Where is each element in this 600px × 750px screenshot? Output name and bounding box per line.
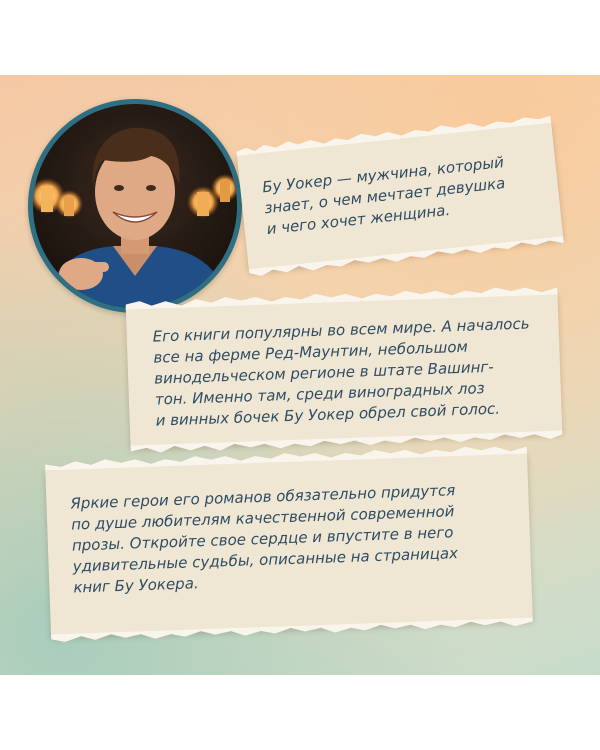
quote-note-3 (45, 452, 533, 637)
author-photo-frame (28, 99, 242, 313)
quote-text-1: Бу Уокер — мужчина, который знает, о чем мечтает девушка и чего хочет женщина. (261, 153, 507, 239)
quote-note-2 (126, 293, 563, 448)
quote-text-2: Его книги популярны во всем мире. А началось все на ферме Ред-Маунтин, небольшом винодельческом регионе в штате Вашинг- тон. Именно там, среди виноградных лоз и винных бочек Бу Уокер обрел свой голос. (152, 314, 530, 430)
torn-edge-bottom (249, 236, 564, 279)
torn-edge-bottom (51, 618, 533, 645)
torn-edge-top (236, 113, 551, 156)
quote-note-1 (237, 121, 564, 271)
author-photo-icon (33, 104, 237, 308)
promo-canvas (0, 75, 600, 675)
quote-text-3: Яркие герои его романов обязательно придутся по душе любителям качественной современной прозы. Откройте свое сердце и впустите в него удивительные судьбы, описанные на страницах книг Бу Уокера. (70, 481, 459, 597)
author-photo-illustration (33, 104, 237, 308)
